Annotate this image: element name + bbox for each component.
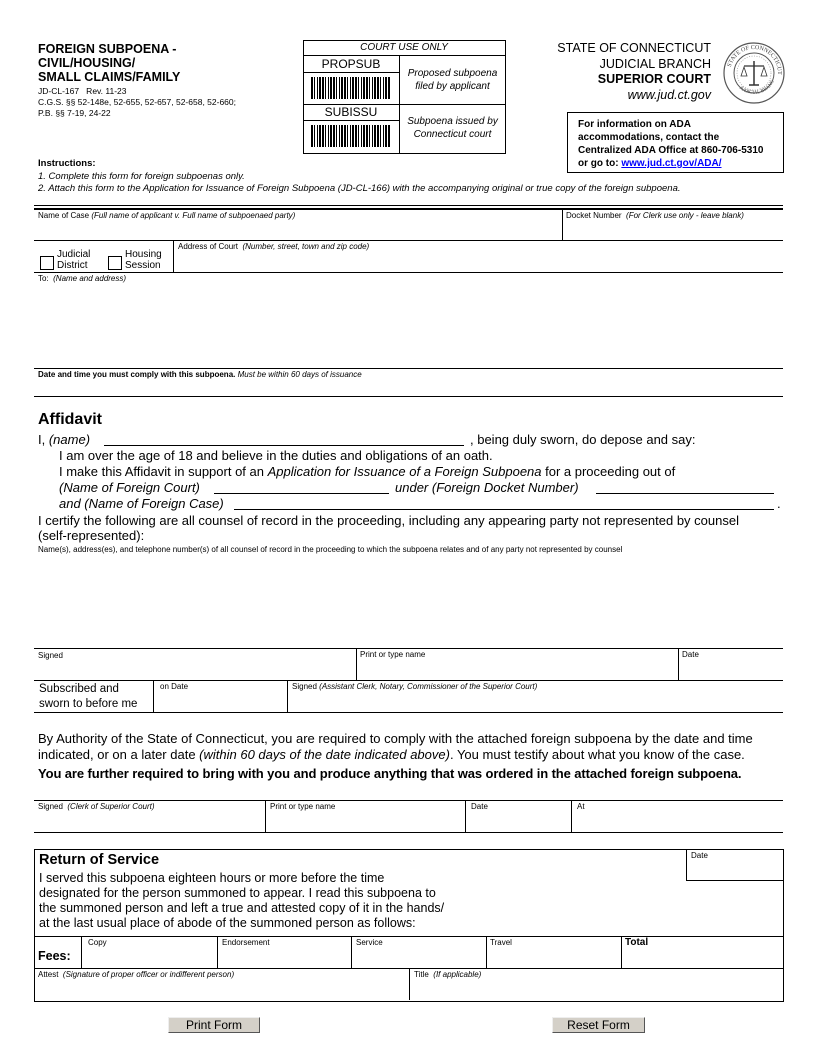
text: I am over the age of 18 and believe in the duties and obligations of an oath. bbox=[59, 448, 493, 463]
propsub-description bbox=[400, 67, 505, 93]
fee-travel-field[interactable]: Travel bbox=[490, 938, 512, 947]
ada-line: For information on ADA bbox=[578, 119, 691, 130]
clerk-date-field[interactable]: Date bbox=[471, 802, 488, 811]
agency-state: STATE OF CONNECTICUT bbox=[557, 41, 711, 55]
title-line: CIVIL/HOUSING/ bbox=[38, 56, 136, 70]
text: (self-represented): bbox=[38, 528, 145, 543]
field-label: Name of Case bbox=[38, 211, 90, 220]
form-meta bbox=[38, 86, 236, 119]
practice-book: P.B. §§ 7-19, 24-22 bbox=[38, 108, 111, 118]
docket-number-field[interactable] bbox=[566, 211, 744, 220]
sworn-date-field[interactable]: on Date bbox=[160, 682, 189, 691]
instructions bbox=[38, 158, 681, 196]
subissu-description bbox=[400, 115, 505, 141]
ada-prefix: or go to: bbox=[578, 158, 622, 169]
text: , being duly sworn, do depose and say: bbox=[470, 432, 696, 447]
judicial-seal-icon bbox=[722, 41, 786, 105]
affidavit-heading: Affidavit bbox=[38, 411, 102, 428]
text: for a proceeding out of bbox=[541, 464, 676, 479]
desc-line: Proposed subpoena bbox=[407, 68, 498, 79]
return-of-service-heading: Return of Service bbox=[39, 852, 160, 868]
field-hint: (Clerk of Superior Court) bbox=[67, 802, 155, 811]
judicial-district-label bbox=[57, 249, 90, 271]
field-hint: (Name and address) bbox=[53, 274, 127, 283]
instruction-item: 1. Complete this form for foreign subpoenas only. bbox=[38, 170, 245, 182]
field-hint: (If applicable) bbox=[433, 970, 482, 979]
ada-line: accommodations, contact the bbox=[578, 132, 720, 143]
label-line: Subscribed and bbox=[39, 683, 119, 695]
field-hint: (Full name of applicant v. Full name of subpoenaed party) bbox=[91, 211, 296, 220]
return-of-service-text bbox=[39, 871, 444, 931]
clerk-signed-field[interactable] bbox=[38, 802, 155, 811]
text: . bbox=[777, 496, 781, 511]
label-line: Judicial bbox=[57, 249, 91, 260]
reset-form-button[interactable]: Reset Form bbox=[552, 1017, 645, 1033]
label-line: District bbox=[57, 260, 88, 271]
case-name-field[interactable] bbox=[38, 211, 295, 220]
label-line: Session bbox=[125, 260, 161, 271]
field-hint: (Signature of proper officer or indifferent person) bbox=[62, 970, 235, 979]
official-signed-field[interactable] bbox=[292, 682, 537, 691]
text: I, bbox=[38, 432, 49, 447]
field-label: Address of Court bbox=[178, 242, 239, 251]
form-title bbox=[38, 42, 180, 84]
comply-date-field[interactable] bbox=[38, 370, 362, 379]
housing-session-label bbox=[125, 249, 162, 271]
field-label: Title bbox=[414, 970, 429, 979]
authority-text bbox=[38, 747, 745, 762]
field-label: Date and time you must comply with this subpoena. bbox=[38, 370, 236, 379]
fee-endorsement-field[interactable]: Endorsement bbox=[222, 938, 270, 947]
ada-line: Centralized ADA Office at 860-706-5310 bbox=[578, 145, 764, 156]
title-line: SMALL CLAIMS/FAMILY bbox=[38, 70, 181, 84]
barcode-icon bbox=[311, 77, 391, 99]
subissu-code: SUBISSU bbox=[324, 105, 378, 119]
svg-text:JUDICIAL BRANCH: JUDICIAL BRANC bbox=[738, 79, 776, 96]
to-name-address-field[interactable] bbox=[38, 274, 126, 283]
text-line: at the last usual place of abode of the summoned person as follows: bbox=[39, 916, 416, 930]
affiant-print-name-field[interactable]: Print or type name bbox=[360, 650, 426, 659]
agency-block bbox=[557, 41, 711, 103]
text-line: I served this subpoena eighteen hours or more before the time bbox=[39, 871, 385, 885]
counsel-input[interactable] bbox=[38, 556, 783, 644]
foreign-court-input[interactable] bbox=[214, 493, 389, 494]
text-line: the summoned person and left a true and attested copy of it in the hands/ bbox=[39, 901, 445, 915]
officer-title-field[interactable] bbox=[414, 970, 481, 979]
propsub-code: PROPSUB bbox=[321, 57, 381, 71]
field-label: Signed bbox=[292, 682, 317, 691]
field-hint: (For Clerk use only - leave blank) bbox=[626, 211, 744, 220]
instruction-item: 2. Attach this form to the Application for Issuance of Foreign Subpoena (JD-CL-166) with the accompanying original or true copy of the foreign subpoena. bbox=[38, 183, 681, 194]
field-hint: (Assistant Clerk, Notary, Commissioner of the Superior Court) bbox=[319, 682, 538, 691]
authority-text: By Authority of the State of Connecticut, you are required to comply with the attached foreign subpoena by the date and time bbox=[38, 731, 753, 746]
fee-service-field[interactable]: Service bbox=[356, 938, 383, 947]
barcode-icon bbox=[311, 125, 391, 147]
attest-field[interactable] bbox=[38, 970, 234, 979]
text-line: designated for the person summoned to appear. I read this subpoena to bbox=[39, 886, 436, 900]
desc-line: Connecticut court bbox=[413, 129, 492, 140]
foreign-docket-input[interactable] bbox=[596, 493, 774, 494]
ada-link[interactable]: www.jud.ct.gov/ADA/ bbox=[621, 158, 722, 169]
foreign-case-input[interactable] bbox=[234, 509, 774, 510]
svg-text:STATE OF CONNECTICUT: STATE OF CONNECTICUT bbox=[726, 44, 783, 75]
field-label: Docket Number bbox=[566, 211, 622, 220]
field-hint: Must be within 60 days of issuance bbox=[237, 370, 362, 379]
desc-line: Subpoena issued by bbox=[407, 116, 498, 127]
field-hint: (Number, street, town and zip code) bbox=[242, 242, 370, 251]
instructions-heading: Instructions: bbox=[38, 158, 96, 169]
affiant-signed-field[interactable]: Signed bbox=[38, 651, 63, 660]
agency-website: www.jud.ct.gov bbox=[627, 87, 711, 102]
counsel-field-label: Name(s), address(es), and telephone number(s) of all counsel of record in the proceeding to which the subpoena relates and of any party not represented by counsel bbox=[38, 545, 623, 554]
text: (within 60 days of the date indicated above) bbox=[199, 747, 450, 762]
text: and (Name of Foreign Case) bbox=[59, 496, 224, 511]
text: under (Foreign Docket Number) bbox=[395, 480, 579, 495]
desc-line: filed by applicant bbox=[415, 81, 490, 92]
text: indicated, or on a later date bbox=[38, 747, 200, 762]
service-date-field[interactable]: Date bbox=[691, 851, 708, 860]
clerk-print-name-field[interactable]: Print or type name bbox=[270, 802, 336, 811]
text: I make this Affidavit in support of an bbox=[59, 464, 268, 479]
subscribed-label bbox=[39, 682, 137, 711]
housing-session-checkbox[interactable] bbox=[108, 256, 122, 270]
court-address-field[interactable] bbox=[178, 242, 369, 251]
affiant-date-field[interactable]: Date bbox=[682, 650, 699, 659]
affidavit-name-line bbox=[38, 432, 90, 447]
text: (Name of Foreign Court) bbox=[59, 480, 200, 495]
affiant-name-input[interactable] bbox=[104, 445, 464, 446]
title-line: FOREIGN SUBPOENA - bbox=[38, 42, 177, 56]
text: (name) bbox=[48, 432, 91, 447]
agency-court: SUPERIOR COURT bbox=[597, 72, 711, 86]
authority-bold-text: You are further required to bring with you and produce anything that was ordered in the attached foreign subpoena. bbox=[38, 766, 742, 781]
field-label: Signed bbox=[38, 802, 63, 811]
field-label: To: bbox=[38, 274, 49, 283]
field-label: Attest bbox=[38, 970, 59, 979]
clerk-at-field[interactable]: At bbox=[577, 802, 585, 811]
text: I certify the following are all counsel of record in the proceeding, including any appearing party not represented by counsel bbox=[38, 513, 739, 528]
text: Application for Issuance of a Foreign Subpoena bbox=[267, 464, 542, 479]
fees-label: Fees: bbox=[38, 949, 71, 963]
affidavit-support-line bbox=[59, 464, 675, 479]
text: . You must testify about what you know of the case. bbox=[449, 747, 745, 762]
form-number: JD-CL-167 Rev. 11-23 bbox=[38, 86, 127, 96]
label-line: sworn to before me bbox=[39, 697, 138, 710]
agency-branch: JUDICIAL BRANCH bbox=[599, 56, 711, 71]
judicial-district-checkbox[interactable] bbox=[40, 256, 54, 270]
label-line: Housing bbox=[125, 249, 162, 260]
fee-total-field[interactable]: Total bbox=[625, 937, 649, 948]
statutes: C.G.S. §§ 52-148e, 52-655, 52-657, 52-658, 52-660; bbox=[38, 97, 236, 107]
court-use-heading: COURT USE ONLY bbox=[360, 42, 448, 53]
fee-copy-field[interactable]: Copy bbox=[88, 938, 107, 947]
print-form-button[interactable]: Print Form bbox=[168, 1017, 260, 1033]
